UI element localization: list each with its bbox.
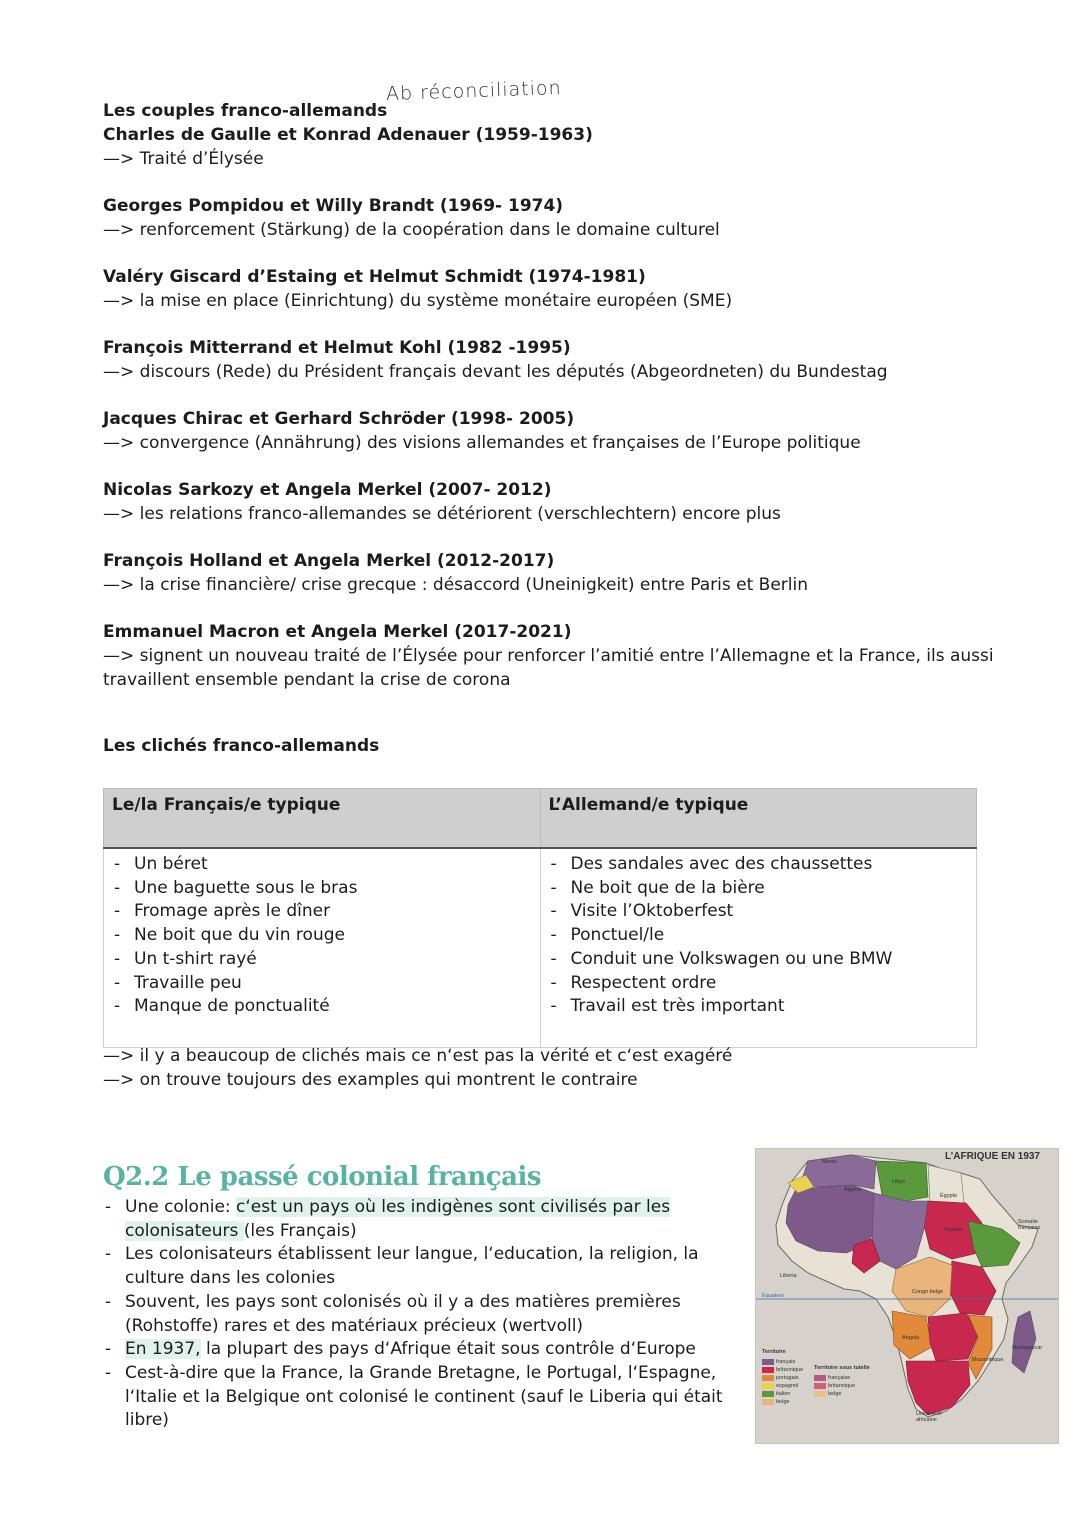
list-item: - Conduit une Volkswagen ou une BMW	[549, 948, 969, 972]
legend-label: portugais	[776, 1375, 799, 1381]
couple-desc: —> Traité d’Élysée	[103, 149, 264, 169]
list-item: - Des sandales avec des chaussettes	[549, 853, 969, 877]
legend-swatch	[762, 1399, 774, 1405]
colony-label: Une colonie:	[125, 1197, 237, 1217]
map-label: Algérie	[844, 1187, 862, 1193]
conclusion-line: —> on trouve toujours des examples qui montrent le contraire	[103, 1070, 638, 1090]
list-item: - Manque de ponctualité	[112, 995, 532, 1019]
list-item: - Ne boit que du vin rouge	[112, 924, 532, 948]
legend-label: britannique	[776, 1367, 804, 1373]
map-label: Libye	[892, 1179, 906, 1185]
list-item: - Ne boit que de la bière	[549, 877, 969, 901]
list-item: - Visite l’Oktoberfest	[549, 900, 969, 924]
legend-label: britannique	[828, 1383, 856, 1389]
map-title: L’AFRIQUE EN 1937	[944, 1151, 1040, 1162]
map-label: Équateur	[762, 1293, 785, 1299]
table-header-row	[104, 789, 977, 849]
couple-entry	[103, 407, 1003, 455]
legend-title: Territoire	[762, 1349, 786, 1355]
legend-label: espagnol	[776, 1383, 799, 1389]
list-item	[103, 1196, 743, 1243]
africa-map-image	[755, 1148, 1059, 1444]
couple-entry	[103, 265, 1003, 313]
map-label: Mozambique	[972, 1357, 1004, 1363]
list-item: - Cest-à-dire que la France, la Grande Bretagne, le Portugal, l‘Espagne, l‘Italie et la Belgique ont colonisé le continent (sauf le Liberia qui était libre)	[103, 1362, 743, 1433]
couple-names: Jacques Chirac et Gerhard Schröder (1998- 2005)	[103, 409, 575, 429]
legend-label: belge	[828, 1391, 842, 1397]
legend-swatch	[762, 1359, 774, 1365]
conclusion-line: —> il y a beaucoup de clichés mais ce n‘est pas la vérité et c‘est exagéré	[103, 1046, 733, 1066]
cliches-title: Les clichés franco-allemands	[103, 736, 380, 756]
list-item: - Travail est très important	[549, 995, 969, 1019]
table-row	[104, 848, 977, 1048]
couple-desc: —> convergence (Annährung) des visions allemandes et françaises de l’Europe politique	[103, 433, 861, 453]
legend-label: belge	[776, 1399, 790, 1405]
couple-names: François Holland et Angela Merkel (2012-2017)	[103, 551, 555, 571]
french-north	[802, 1155, 876, 1189]
list-item: - Une baguette sous le bras	[112, 877, 532, 901]
couple-desc: —> la mise en place (Einrichtung) du système monétaire européen (SME)	[103, 291, 733, 311]
list-item: - Respectent ordre	[549, 972, 969, 996]
map-label: Maroc	[822, 1159, 838, 1165]
couple-desc: —> renforcement (Stärkung) de la coopération dans le domaine culturel	[103, 220, 720, 240]
couple-entry	[103, 336, 1003, 384]
couple-entry	[103, 478, 1003, 526]
map-label: Union sud-africaine	[916, 1411, 943, 1423]
map-label: Soudan	[944, 1227, 963, 1233]
french-cliches-cell	[104, 848, 541, 1048]
list-item: - Les colonisateurs établissent leur langue, l‘education, la religion, la culture dans les colonies	[103, 1243, 743, 1290]
list-item: - Travaille peu	[112, 972, 532, 996]
highlighted-text: En 1937,	[125, 1339, 201, 1360]
legend-swatch	[814, 1383, 826, 1389]
map-label: Madagascar	[1012, 1345, 1043, 1351]
map-label: Congo belge	[912, 1289, 944, 1295]
cliches-conclusion	[103, 1044, 732, 1092]
couple-names: Nicolas Sarkozy et Angela Merkel (2007- 2012)	[103, 480, 552, 500]
couple-names: Charles de Gaulle et Konrad Adenauer (1959-1963)	[103, 125, 593, 145]
legend-swatch	[762, 1375, 774, 1381]
couple-desc: —> la crise financière/ crise grecque : désaccord (Uneinigkeit) entre Paris et Berlin	[103, 575, 808, 595]
couple-entry	[103, 549, 1003, 597]
africa-map-drawing	[756, 1149, 1058, 1443]
highlighted-text: c‘est un pays où les indigènes sont civilisés par les colonisateurs	[125, 1197, 671, 1241]
handwritten-note: Ab réconciliation	[385, 76, 562, 106]
couple-names: François Mitterrand et Helmut Kohl (1982 -1995)	[103, 338, 571, 358]
couple-desc: —> signent un nouveau traité de l’Élysée pour renforcer l’amitié entre l’Allemagne et la France, ils aussi travaillent ensemble pendant la crise de corona	[103, 646, 994, 690]
map-label: Liberia	[780, 1273, 797, 1279]
map-label: Angola	[902, 1335, 920, 1341]
section-heading: Q2.2 Le passé colonial français	[103, 1162, 541, 1192]
header-french: Le/la Français/e typique	[104, 789, 541, 849]
list-item: - Fromage après le dîner	[112, 900, 532, 924]
couples-section	[103, 99, 1003, 715]
legend-title: Territoire sous tutelle	[814, 1365, 870, 1371]
german-cliches-cell	[540, 848, 977, 1048]
legend-swatch	[762, 1367, 774, 1373]
legend-swatch	[814, 1391, 826, 1397]
couple-names: Emmanuel Macron et Angela Merkel (2017-2021)	[103, 622, 572, 642]
colony-rest: (les Français)	[243, 1220, 357, 1241]
map-label: Égypte	[940, 1193, 958, 1199]
french-madagascar	[1012, 1311, 1036, 1373]
header-german: L’Allemand/e typique	[540, 789, 977, 849]
couples-title: Les couples franco-allemands	[103, 101, 388, 121]
list-item-rest: la plupart des pays d‘Afrique était sous contrôle d‘Europe	[200, 1339, 696, 1360]
legend-label: française	[828, 1375, 851, 1381]
couple-entry	[103, 620, 1003, 692]
map-label: Somalie française	[1018, 1219, 1041, 1231]
legend-label: français	[776, 1359, 796, 1365]
list-item: - Ponctuel/le	[549, 924, 969, 948]
colonial-list	[103, 1196, 743, 1433]
couple-entry	[103, 123, 1003, 171]
legend-swatch	[814, 1375, 826, 1381]
couple-names: Georges Pompidou et Willy Brandt (1969- 1974)	[103, 196, 564, 216]
couple-names: Valéry Giscard d’Estaing et Helmut Schmidt (1974-1981)	[103, 267, 646, 287]
list-item: - Souvent, les pays sont colonisés où il y a des matières premières (Rohstoffe) rares et des matériaux précieux (wertvoll)	[103, 1291, 743, 1338]
list-item: - Un béret	[112, 853, 532, 877]
couple-desc: —> les relations franco-allemandes se détériorent (verschlechtern) encore plus	[103, 504, 781, 524]
list-item	[103, 1338, 743, 1362]
legend-label: italien	[776, 1391, 791, 1397]
cliches-table	[103, 788, 977, 1048]
couple-desc: —> discours (Rede) du Président français devant les députés (Abgeordneten) du Bundestag	[103, 362, 888, 382]
list-item: - Un t-shirt rayé	[112, 948, 532, 972]
couple-entry	[103, 194, 1003, 242]
legend-swatch	[762, 1383, 774, 1389]
legend-swatch	[762, 1391, 774, 1397]
